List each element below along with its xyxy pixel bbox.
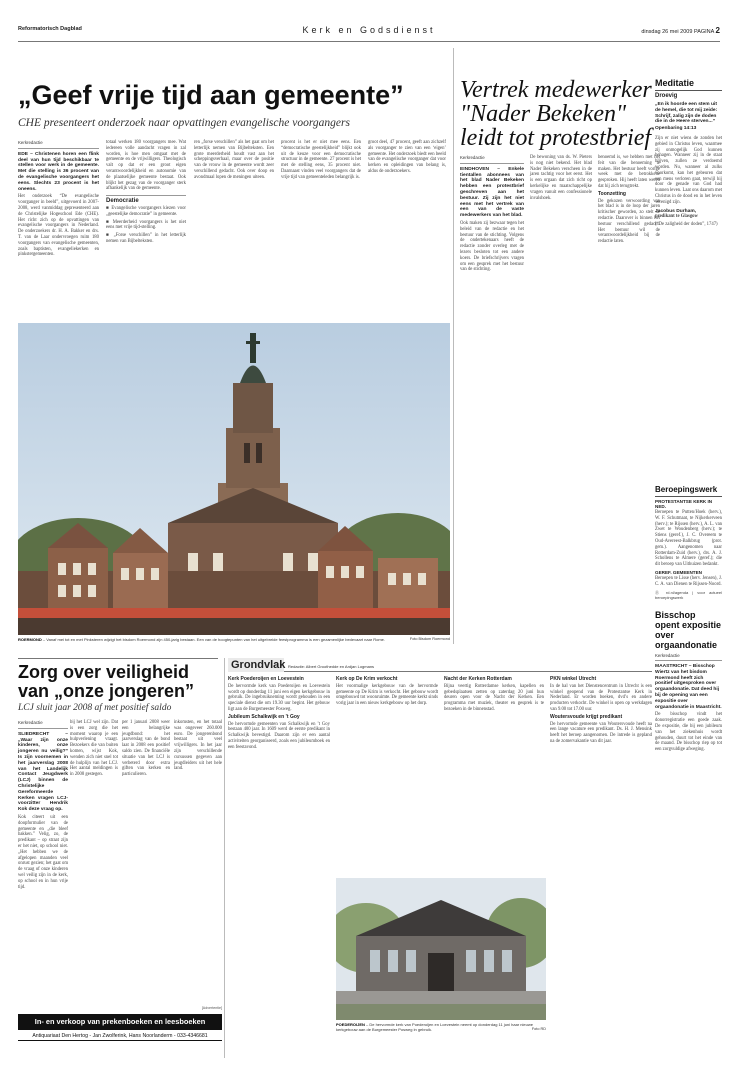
meditatie-rule bbox=[655, 90, 722, 91]
ad-banner[interactable]: In- en verkoop van prekenboeken en leesboeken bbox=[18, 1014, 222, 1030]
lead-headline: „Geef vrije tijd aan gemeente” bbox=[18, 80, 404, 110]
right-text-1: Ook maken zij bezwaar tegen het beleid van de redactie en het bestuur van de stichting. Volgens de ondertekenaars heeft de redactie zonder overleg met de lezers besloten tot een andere koers. De briefschrijvers vragen om een gesprek met het bestuur van de stichting. bbox=[460, 220, 524, 273]
grondvlak-item-text: Het voormalige kerkgebouw van de hervormde gemeente op De Krim is verkocht. Het gebouw wordt omgebouwd tot woonruimte. De gemeente kerkt sinds vorig jaar in een nieuw kerkgebouw op het dorp. bbox=[336, 683, 438, 707]
beroepingswerk-agenda-link[interactable]: Ⓡ rd.nl/agenda | voor actueel beroepingswerk bbox=[655, 589, 722, 601]
grondvlak-item-title: PKN winkel Utrecht bbox=[550, 676, 597, 682]
meditatie-quote: „En ik hoorde een stem uit de hemel, die tot mij zeide: Schrijf, zalig zijn de doden die in de Heere sterven...” bbox=[655, 102, 718, 125]
grondvlak-item-title: Jubileum Schalkwijk en ’t Goy bbox=[228, 713, 300, 720]
right-headline: Vertrek medewerker "Nader Bekeken" leidt tot protestbrief bbox=[460, 77, 652, 151]
bisschop-story bbox=[655, 610, 722, 1060]
meditatie-text: Zijn er niet wiens de zonden het gebied in Christus leven, waarmee zij onmogelijk God kunnen behagen. Wanneer zij in de staat blijven, zullen ze verdoemd worden. Nu, wanneer al zulks voorkomt, kan het gebeuren dat een mens verloren gaat, terwijl hij door de genade van God had kunnen leven. Laat ons daarom met Christus in de dood en in het leven verenigd zijn. bbox=[655, 135, 722, 205]
lead-text-5: groot deel, 47 procent, geeft aan zichzelf als voorganger te zien van een ‘eigen’ gemeente. Het onderzoek biedt een beeld van de evangelische voorganger dat voor kerken en opleidingen van belang is, aldus de onderzoekers. bbox=[368, 140, 446, 174]
right-text-3: benoemd is, we hebben met het feit van die benoeming te maken. Het bestuur heeft vorige week met de betrokkene gesproken. Hij heeft laten weten dat hij zich terugtrekt. bbox=[598, 155, 660, 189]
church-building-illustration bbox=[336, 878, 546, 1020]
lead-photo-caption bbox=[18, 637, 450, 642]
caption-text: – De hervormde kerk van Poederoijen en Loevestein neemt op donderdag 11 juni haar nieuwe kerkgebouw aan de Burgemeester Posweg in gebruik. bbox=[336, 1022, 533, 1032]
masthead bbox=[18, 26, 720, 42]
lead-subhead: CHE presenteert onderzoek naar opvattingen evangelische voorgangers bbox=[18, 117, 350, 129]
bisschop-text: De bisschop vindt het donorregistratie een goede zaak. De expositie, die bij een jubileum van het ziekenhuis wordt gehouden, duurt tot het einde van de maand. De bisschop riep op tot een zorgvuldige afweging. bbox=[655, 712, 722, 753]
lead-text-3: ren „forse verschillen” als het gaat om het letterlijk nemen van Bijbelteksten. Een grote meerderheid houdt vast aan het scheppingsverhaal, maar over de positie van de vrouw in de gemeente wordt zeer verschillend gedacht. Ook over doop en avondmaal lopen de meningen uiteen. bbox=[194, 140, 274, 180]
beroepingswerk-text-gg: Beroepen te Lisse (herv. Jensen), J. C. A. van Dienen te Rijssen-Noord. bbox=[655, 575, 722, 587]
ad-contact: Antiquariaat Den Hertog - Jan Zwolferink, Hans Noorlanderm - 033-4346681 bbox=[18, 1031, 222, 1041]
sidebar-item: ■ Meerderheid voorgangers is het niet eens met vrije tijd-stelling. bbox=[106, 219, 186, 231]
right-subhead: Toonzetting bbox=[598, 190, 626, 197]
date-page bbox=[641, 26, 720, 35]
lead-text-1: Het onderzoek “De evangelische voorganger in beeld”, uitgevoerd in 2007-2008, werd vanmiddag gepresenteerd aan de Christelijke Hogeschool Ede (CHE). Het richt zich op de opvattingen van evangelische voorgangers in Nederland. De onderzoekers dr. H. A. Bakker en drs. T. van de Laar ondervroegen ruim 180 voorgangers van evangelische gemeenten, zoals baptisten, evangeliekerken en pinkstergemeenten. bbox=[18, 194, 99, 258]
grondvlak-body bbox=[228, 675, 652, 855]
zorg-subhead: LCJ sluit jaar 2008 af met positief saldo bbox=[18, 703, 172, 713]
grondvlak-col-3 bbox=[444, 675, 544, 715]
beroepingswerk-section-gg: GEREF. GEMEENTEN bbox=[655, 569, 702, 575]
column-divider bbox=[453, 48, 454, 644]
bisschop-kicker: Kerkredactie bbox=[655, 653, 680, 658]
sidebar-item: ■ Evangelische voorgangers kiezen voor „geestelijke democratie” in gemeente. bbox=[106, 205, 186, 217]
right-col-1 bbox=[460, 155, 524, 275]
ad-label: [Advertentie] bbox=[201, 1006, 222, 1010]
beroepingswerk-text-pkn: Beroepen te Putten/Hoek (herv.), W. F. Schutmaat, te Nijkerkerveen (herv.); te Rijssen (herv.), A. L. van Zwet te Woudenberg (herv.); te Stiens (geref.), J. C. Overeem te Oud-Avereest-Balkbrug (prot. gem.). Aangenomen naar Rotterdam-Zuid (herv.), drs. A. J. Schollens te Almere (geref.); die dit beroep van Uithuizen bedankt. bbox=[655, 510, 722, 568]
zorg-text-4: inkomsten, en het totaal was ongeveer 260.000 euro. De jongerenbond bestaat uit veel vrijwilligers. In het jaar zijn verschillende cursussen gegeven aan jeugdleiders uit het hele land. bbox=[174, 720, 222, 772]
section-rule bbox=[18, 658, 218, 659]
roermond-photo bbox=[18, 323, 450, 635]
grondvlak-col-2 bbox=[336, 675, 438, 709]
beroepingswerk-box bbox=[655, 485, 722, 607]
caption-text: – Vanaf mei tot en met Pinksteren wijzigt het bisdom Roermond zijn 450-jarig bestaan. Een van de hoogtepunten van het uitgebreide feestprogramma is een gezamenlijke bedevaart naar Rome. bbox=[41, 637, 386, 642]
grondvlak-item-text: De hervormde gemeenten van Schalkwijk en ’t Goy bestaan 400 jaar. In 1609 werd de eerste predikant in Schalkwijk bevestigd. Daarom zijn er een aantal activiteiten georganiseerd, zoals een jubileumboek en een feestavond. bbox=[228, 721, 330, 750]
caption-place: POEDEROIJEN bbox=[336, 1022, 365, 1027]
photo-credit: Foto RD bbox=[531, 1027, 546, 1031]
zorg-col-2 bbox=[70, 720, 118, 780]
meditatie-quote-ref: Openbaring 14:13 bbox=[655, 126, 697, 132]
grondvlak-item-title: Kerk Poederoijen en Loevestein bbox=[228, 676, 304, 682]
lead-text-2: totaal werken 180 voorgangers mee. Wat iedereen volle aandacht vragen in zal worden, is hoe men omgaat met de gemeente en de vrijwilligers. Theologisch valt op dat er een groot eigen verantwoordelijkheid en autonomie van de plaatselijke gemeente bestaat. Ook blijkt het gezag van de voorganger sterk afhankelijk van de gemeente. bbox=[106, 140, 186, 192]
lead-kicker: Kerkredactie bbox=[18, 140, 43, 145]
sidebar-item: ■ „Forse verschillen” in het letterlijk nemen van Bijbelteksten. bbox=[106, 233, 186, 244]
grondvlak-header bbox=[228, 658, 652, 672]
zorg-body bbox=[18, 720, 222, 970]
column-divider bbox=[224, 658, 225, 1058]
meditatie-author-role: predikant te Glasgow bbox=[655, 214, 698, 220]
meditatie-box bbox=[655, 78, 722, 478]
beroepingswerk-rule bbox=[655, 496, 722, 497]
section-name: Kerk en Godsdienst bbox=[302, 25, 436, 35]
grondvlak-item-title: Woutersvoude krijgt predikant bbox=[550, 713, 623, 720]
kicker-rule bbox=[18, 728, 68, 729]
right-col-3 bbox=[598, 155, 660, 247]
grondvlak-credit: Redactie: Albert Groothedde en Ardjan Logmans bbox=[288, 664, 375, 669]
cathedral-illustration bbox=[18, 323, 450, 635]
grondvlak-photo-caption bbox=[336, 1022, 546, 1032]
lead-col-3 bbox=[194, 140, 274, 183]
kicker-rule bbox=[460, 163, 524, 164]
kicker-rule bbox=[18, 148, 99, 149]
zorg-col-3 bbox=[122, 720, 170, 780]
lead-col-1 bbox=[18, 140, 99, 260]
page-label: PAGINA bbox=[693, 29, 715, 35]
issue-date: dinsdag 26 mei 2009 bbox=[641, 29, 693, 35]
zorg-text-1: Kok citeert uit een doopformulier van de gemeente en „die bleef bakken.” Velig, zo, de predikant – op straat zijn er het niet, op school niet. „Het hebben we de afgelopen maanden veel onrust gezien; het gaat om de vraag of onze kinderen wel veilig zijn in de kerk, op school en in hun vrije tijd. bbox=[18, 814, 68, 890]
lead-text-4: procent is het er niet mee eens. Een “democratische geestelijkheid” blijkt ook uit de keuze voor een democratische structuur in de gemeente. 27 procent is het met de stelling eens, 35 procent niet. Daarnaast vinden veel voorgangers dat de vrije tijd van gemeenteleden belangrijk is. bbox=[281, 140, 361, 180]
right-text-2: De bewoning van ds. W. Pieters is nog niet bekend. Het blad Nader Bekeken verscheen in de jaren tachtig voor het eerst. Het is een orgaan dat zich richt op kerkelijke en maatschappelijke vragen vanuit een confessionele invalshoek. bbox=[530, 155, 592, 201]
zorg-col-1 bbox=[18, 720, 68, 892]
kicker-rule bbox=[655, 660, 722, 661]
paper-name: Reformatorisch Dagblad bbox=[18, 26, 82, 32]
beroepingswerk-section-pkn: PROTESTANTSE KERK IN NED. bbox=[655, 499, 713, 509]
meditatie-source: (“De zaligheid der doden”, 1747) bbox=[655, 222, 718, 228]
right-kicker: Kerkredactie bbox=[460, 155, 485, 160]
page-number: 2 bbox=[715, 26, 720, 35]
meditatie-subtitle: Droevig bbox=[655, 93, 678, 99]
zorg-text-2: bij het LCJ wel zijn. Dat is een zorg die het moment waarop je een hulpverlening vraagt. Bezoekers die van buiten komen, wijst Kok, wenden zich niet snel tot de hulplijn van het LCJ. Het aantal meldingen is in 2008 gestegen. bbox=[70, 720, 118, 778]
zorg-col-4 bbox=[174, 720, 222, 774]
bisschop-headline: Bisschop opent expositie over orgaandonatie bbox=[655, 610, 722, 650]
meditatie-author: Jacobus Durham, bbox=[655, 208, 697, 214]
zorg-intro: SLIEDRECHT – „Waar zijn onze kinderen, onze jongeren nu veilig?” Is zijn voornemen in het jaarverslag 2008 van het Landelijk Contact Jeugdwerk (LCJ) binnen de Christelijke Gereformeerde Kerken vragen LCJ-voorzitter Hendrik Kok deze vraag op. bbox=[18, 731, 68, 813]
lead-col-4 bbox=[281, 140, 361, 183]
bisschop-intro: MAASTRICHT – Bisschop Wiertz van het bisdom Roermond heeft zich positief uitgesproken over orgaandonatie. Dat deed hij bij de opening van een expositie over orgaandonatie in Maastricht. bbox=[655, 664, 722, 710]
right-text-3b: De gekozen verwoording van het blad is in de loop der jaren kritischer geworden, zo stelt de redactie. Daarover is binnen het bestuur verschillend gedacht. Het bestuur wil de verantwoordelijkheid bij de redactie laten. bbox=[598, 198, 660, 245]
grondvlak-item-text: De hervormde kerk van Poederoijen en Loevestein wordt op donderdag 11 juni een eigen kerkgebouw in gebruik. De ingebruikneming wordt gehouden in een speciale dienst die om 19.30 uur begint. Het gebouw ligt aan de Burgemeester Posweg. bbox=[228, 683, 330, 712]
beroepingswerk-title: Beroepingswerk bbox=[655, 485, 718, 494]
lead-intro: EDE – Christenen horen een flink deel van hun tijd beschikbaar te stellen voor werk in de gemeente. Met die stelling is 36 procent van de evangelische voorgangers het eens. Slechts 23 procent is het oneens. bbox=[18, 151, 99, 192]
photo-credit: Foto Bisdom Roermond bbox=[409, 637, 450, 641]
grondvlak-col-4 bbox=[550, 675, 652, 747]
zorg-kicker: Kerkredactie bbox=[18, 720, 43, 725]
caption-place: ROERMOND bbox=[18, 637, 42, 642]
sidebar-rule bbox=[106, 195, 186, 196]
sidebar-title: Democratie bbox=[106, 198, 139, 205]
grondvlak-item-text: De hervormde gemeente van Woutersvoude heeft na een lange vacature een predikant. Ds. H. J. Mensink heeft het beroep aangenomen. De intrede is gepland na de zomervakantie van dit jaar. bbox=[550, 721, 652, 744]
poederoijen-photo bbox=[336, 878, 546, 1020]
grondvlak-item-text: In de hal van het Dienstencentrum in Utrecht is een winkel geopend van de Protestantse Kerk in Nederland. Er worden boeken, dvd’s en andere producten verkocht. De winkel is open op werkdagen van 9.00 tot 17.00 uur. bbox=[550, 683, 652, 712]
right-col-2 bbox=[530, 155, 592, 203]
grondvlak-item-title: Kerk op De Krim verkocht bbox=[336, 676, 398, 682]
lead-col-5 bbox=[368, 140, 446, 177]
grondvlak-col-1 bbox=[228, 675, 330, 753]
lead-col-2 bbox=[106, 140, 186, 247]
right-intro: EINDHOVEN – Enkele tientallen abonnees van het blad Nader Bekeken hebben een protestbrief geschreven aan het bestuur. Zij zijn het niet eens met het vertrek van een van de vaste medewerkers van het blad. bbox=[460, 166, 524, 219]
zorg-text-3: per 1 januari 2008 weer een belangrijke jeugdbond: het jaarverslag van de bond laat in 2008 een positief saldo zien. De financiële situatie van het LCJ is verbeterd door extra giften van kerken en particulieren. bbox=[122, 720, 170, 778]
zorg-headline: Zorg over veiligheid van „onze jongeren” bbox=[18, 662, 195, 701]
grondvlak-title: Grondvlak bbox=[228, 658, 284, 672]
lead-body bbox=[18, 140, 446, 322]
grondvlak-item-text: Bijna veertig Rotterdamse kerken, kapellen en gebedsplaatsen zetten op zaterdag 20 juni hun deuren open voor de Nacht der Kerken. Een programma met muziek, theater en gesprek is te bezoeken in de binnenstad. bbox=[444, 683, 544, 712]
grondvlak-item-title: Nacht der Kerken Rotterdam bbox=[444, 676, 512, 682]
meditatie-title: Meditatie bbox=[655, 78, 695, 88]
